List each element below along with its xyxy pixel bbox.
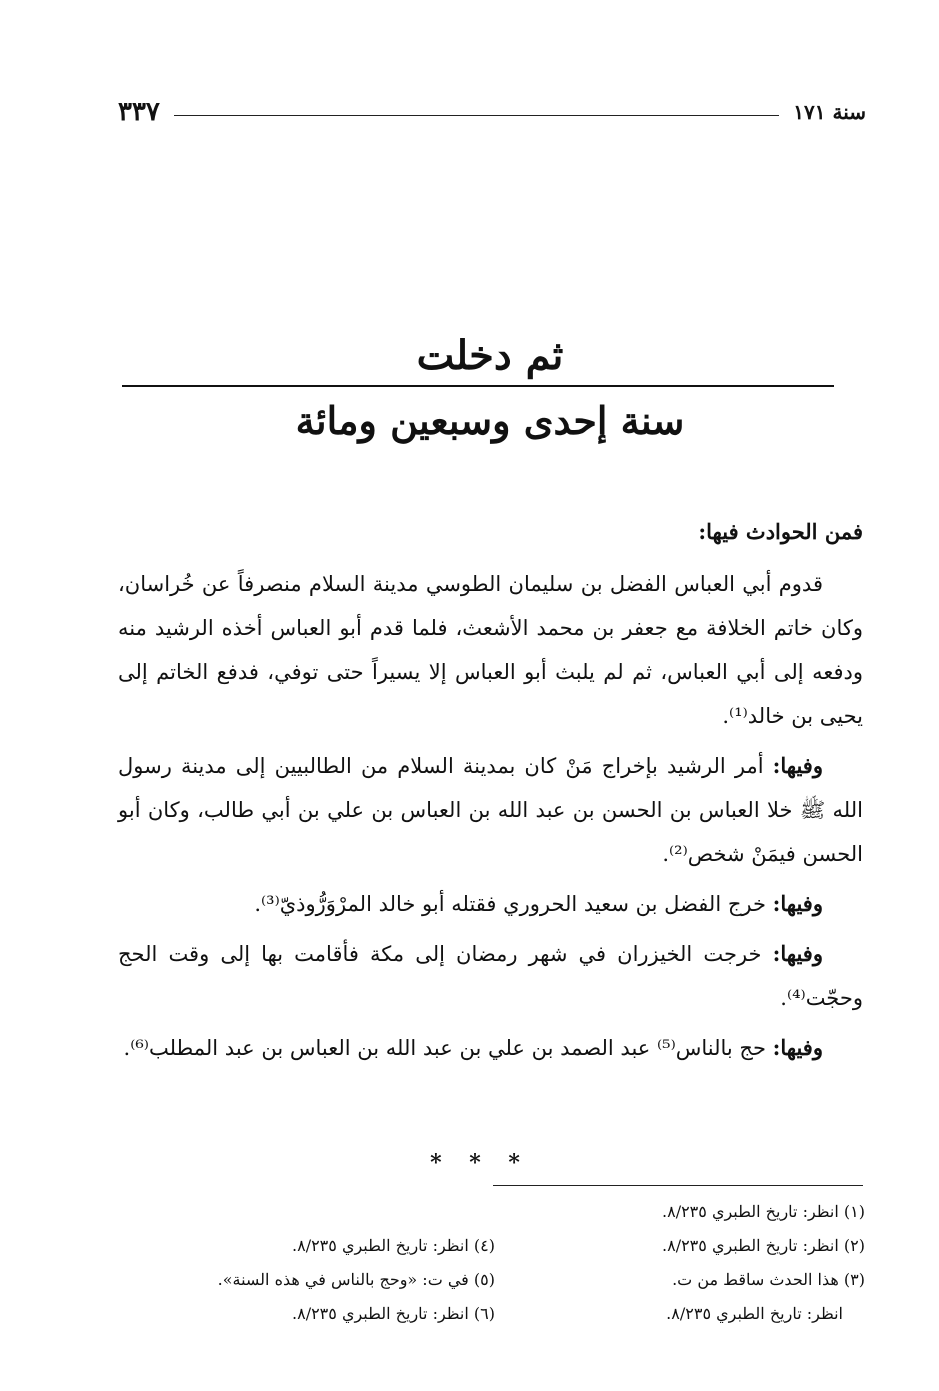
page-number: ٣٣٧ xyxy=(118,97,160,127)
footnote-1: (١) انظر: تاريخ الطبري ٨/٢٣٥. xyxy=(662,1202,865,1221)
footnote-5: (٥) في ت: «وحج بالناس في هذه السنة». xyxy=(217,1270,495,1289)
paragraph-5-lead: وفيها: xyxy=(772,1035,823,1060)
footnote-3: (٣) هذا الحدث ساقط من ت. xyxy=(672,1270,865,1289)
header-year-label: سنة ١٧١ xyxy=(793,100,866,124)
running-header xyxy=(118,94,866,130)
paragraph-3-lead: وفيها: xyxy=(772,891,823,916)
section-subheading: فمن الحوادث فيها: xyxy=(698,519,863,544)
paragraph-4-lead: وفيها: xyxy=(772,941,823,966)
footnote-2: (٢) انظر: تاريخ الطبري ٨/٢٣٥. xyxy=(662,1236,865,1255)
footnotes xyxy=(160,1195,865,1331)
paragraph-4-text: خرجت الخيزران في شهر رمضان إلى مكة فأقامت بها إلى وقت الحج وحجّت⁽⁴⁾. xyxy=(118,942,863,1010)
paragraph-2 xyxy=(118,744,863,876)
paragraph-2-text: أمر الرشيد بإخراج مَنْ كان بمدينة السلام من الطالبيين إلى مدينة رسول الله ﷺ خلا العباس بن الحسن بن عبد الله بن العباس بن علي بن أبي طالب، وكان أبو الحسن فيمَنْ شخص⁽²⁾. xyxy=(118,754,863,866)
chapter-title-line1: ثم دخلت xyxy=(416,332,564,379)
paragraph-2-lead: وفيها: xyxy=(772,753,823,778)
main-text xyxy=(118,510,863,1076)
paragraph-5-text: حج بالناس⁽⁵⁾ عبد الصمد بن علي بن عبد الله بن العباس بن عبد المطلب⁽⁶⁾. xyxy=(123,1036,773,1060)
footnotes-column-left xyxy=(160,1195,495,1331)
footnote-6: (٦) انظر: تاريخ الطبري ٨/٢٣٥. xyxy=(292,1304,495,1323)
section-separator: * * * xyxy=(430,1150,530,1176)
paragraph-1: قدوم أبي العباس الفضل بن سليمان الطوسي مدينة السلام منصرفاً عن خُراسان، وكان خاتم الخلافة مع جعفر بن محمد الأشعث، فلما قدم أبو العباس أخذه الرشيد منه ودفعه إلى أبي العباس، ثم لم يلبث أبو العباس إلا يسيراً حتى توفي، فدفع الخاتم إلى يحيى بن خالد⁽¹⁾. xyxy=(118,572,863,728)
footnotes-column-right xyxy=(495,1195,865,1331)
footnote-3-continuation: انظر: تاريخ الطبري ٨/٢٣٥. xyxy=(666,1304,843,1323)
paragraph-5 xyxy=(118,1026,863,1070)
footnote-4: (٤) انظر: تاريخ الطبري ٨/٢٣٥. xyxy=(292,1236,495,1255)
paragraph-3-text: خرج الفضل بن سعيد الحروري فقتله أبو خالد المرْوَرُّوذيّ⁽³⁾. xyxy=(254,892,773,916)
title-divider xyxy=(122,385,834,387)
header-rule xyxy=(174,115,779,116)
chapter-title-line2: سنة إحدى وسبعين ومائة xyxy=(295,398,685,443)
paragraph-3 xyxy=(118,882,863,926)
footnote-rule xyxy=(493,1185,863,1186)
paragraph-4 xyxy=(118,932,863,1020)
